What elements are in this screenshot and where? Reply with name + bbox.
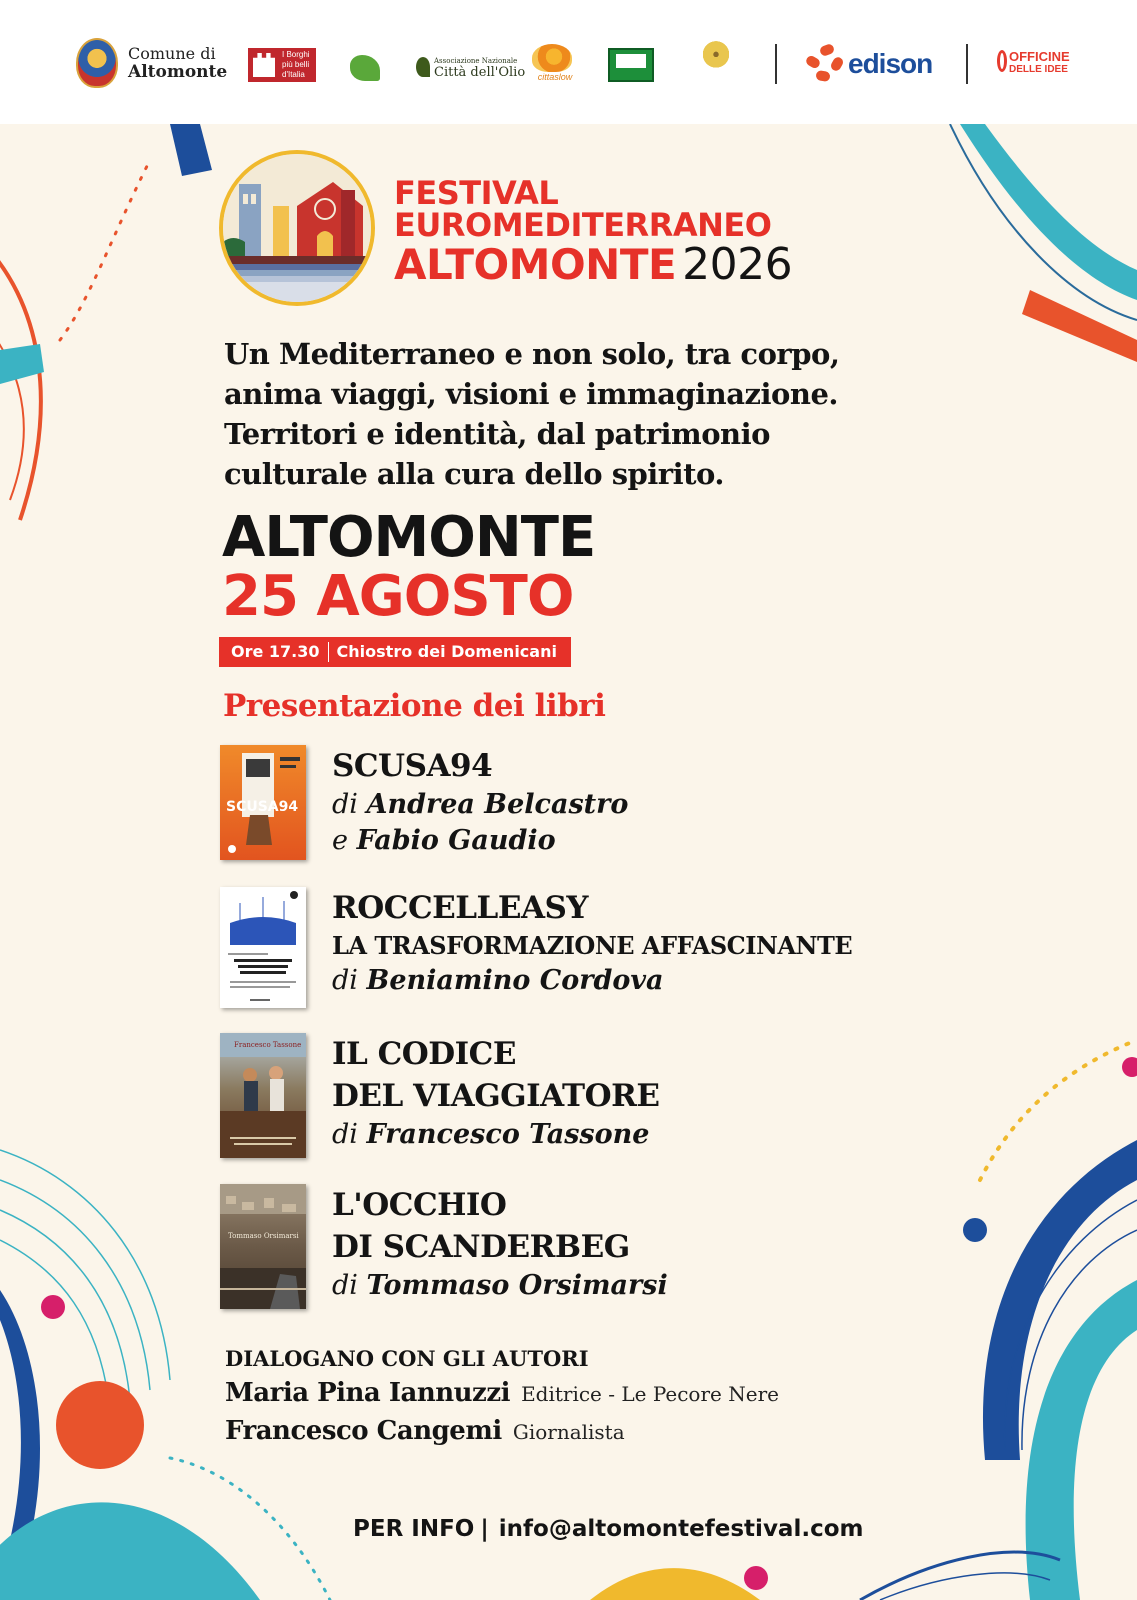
edison-wordmark: edison: [848, 48, 933, 79]
wind-turbines-icon: [220, 887, 306, 1008]
villaggi-logo: [345, 50, 385, 86]
comune-line1: Comune di: [128, 44, 216, 63]
festival-year: 2026: [682, 239, 793, 290]
sponsor-logo-bar: [0, 0, 1137, 124]
officine-line1: OFFICINE: [1009, 49, 1070, 64]
moderator-row: [225, 1416, 625, 1446]
info-email-link[interactable]: info@altomontefestival.com: [498, 1516, 864, 1542]
moderator-row: [225, 1378, 779, 1408]
borghi-text: I Borghi più belli d'Italia: [282, 50, 310, 79]
festival-title: [394, 174, 793, 290]
moderator-name: Maria Pina Iannuzzi: [225, 1378, 510, 1408]
book-cover-scanderbeg: [220, 1184, 306, 1309]
book-subtitle: LA TRASFORMAZIONE AFFASCINANTE: [332, 931, 853, 960]
book-cover-roccelleasy: [220, 887, 306, 1008]
snail-icon: [532, 44, 572, 72]
comune-line2: Altomonte: [128, 62, 228, 82]
event-date: 25 AGOSTO: [222, 564, 574, 629]
book-title: ROCCELLEASY: [332, 890, 589, 926]
olio-text: Città dell'Olio: [434, 65, 526, 80]
edison-mark-icon: [806, 45, 848, 83]
event-time-venue-bar: [219, 637, 571, 667]
borghi-logo: [248, 48, 316, 82]
festival-title-line2: EUROMEDITERRANEO: [394, 206, 772, 244]
moderator-role: Editrice - Le Pecore Nere: [521, 1382, 779, 1406]
book-author: di Francesco Tassone: [332, 1119, 650, 1150]
info-separator: |: [480, 1516, 489, 1542]
book-author: di Tommaso Orsimarsi: [332, 1270, 668, 1301]
dialog-heading: DIALOGANO CON GLI AUTORI: [225, 1346, 589, 1371]
town-photo-icon: [220, 1184, 306, 1309]
citta-olio-logo: [416, 52, 525, 82]
comune-crest-icon: [76, 38, 118, 88]
book-info: [332, 745, 628, 859]
book-title-line2: DI SCANDERBEG: [332, 1229, 630, 1265]
event-venue: Chiostro dei Domenicani: [336, 642, 557, 661]
festival-emblem: [219, 150, 375, 306]
book-cover-scusa94: [220, 745, 306, 860]
crocifisso-logo: [698, 40, 734, 92]
edison-logo: [806, 44, 932, 84]
time-venue-divider: [328, 642, 329, 662]
cover-title-text: SCUSA94: [226, 799, 299, 815]
festival-tagline: Un Mediterraneo e non solo, tra corpo, anima viaggi, visioni e immaginazione. Territori e identità, dal patrimonio culturale alla cura dello spirito.: [224, 337, 840, 491]
cittaslow-logo: [532, 44, 578, 86]
book-author: di Beniamino Cordova: [332, 965, 664, 996]
cittaslow-text: cittaslow: [537, 72, 573, 82]
moderator-role: Giornalista: [512, 1420, 625, 1444]
festival-title-line1: FESTIVAL: [394, 174, 559, 212]
book-title: SCUSA94: [332, 748, 493, 784]
officine-idee-logo: [997, 50, 1070, 80]
cover-author-text: Francesco Tassone: [234, 1041, 302, 1049]
bulb-icon: [997, 50, 1007, 72]
church-emblem-icon: [223, 154, 371, 302]
leaf-icon: [350, 55, 380, 81]
book-author: di Andrea Belcastro: [332, 789, 629, 820]
book-info: [332, 887, 852, 999]
festival-city: ALTOMONTE: [394, 240, 677, 289]
book-coauthor: e Fabio Gaudio: [332, 825, 556, 856]
book-title-line2: DEL VIAGGIATORE: [332, 1078, 660, 1114]
olio-small-text: Associazione Nazionale: [434, 57, 518, 65]
book-title-line1: L'OCCHIO: [332, 1187, 507, 1223]
info-label: PER INFO: [353, 1516, 475, 1542]
section-title: Presentazione dei libri: [223, 688, 606, 724]
book-info: [332, 1033, 659, 1153]
flag-icon: [616, 54, 646, 68]
event-time: Ore 17.30: [231, 642, 320, 661]
bandiera-verde-logo: [608, 48, 654, 82]
olive-drop-icon: [416, 57, 430, 77]
book-info: [332, 1184, 668, 1304]
travelers-photo-icon: [220, 1033, 306, 1158]
logo-divider: [775, 44, 777, 84]
moderator-name: Francesco Cangemi: [225, 1416, 502, 1446]
logo-divider: [966, 44, 968, 84]
book-cover-codice: [220, 1033, 306, 1158]
info-line: [353, 1516, 863, 1542]
book-title-line1: IL CODICE: [332, 1036, 516, 1072]
officine-line2: DELLE IDEE: [1009, 64, 1068, 75]
event-place: ALTOMONTE: [222, 505, 596, 570]
comune-altomonte-logo: [76, 38, 227, 88]
festival-title-line3: [394, 241, 792, 289]
cover-author-text: Tommaso Orsimarsi: [228, 1232, 299, 1240]
tree-icon: [703, 40, 729, 72]
